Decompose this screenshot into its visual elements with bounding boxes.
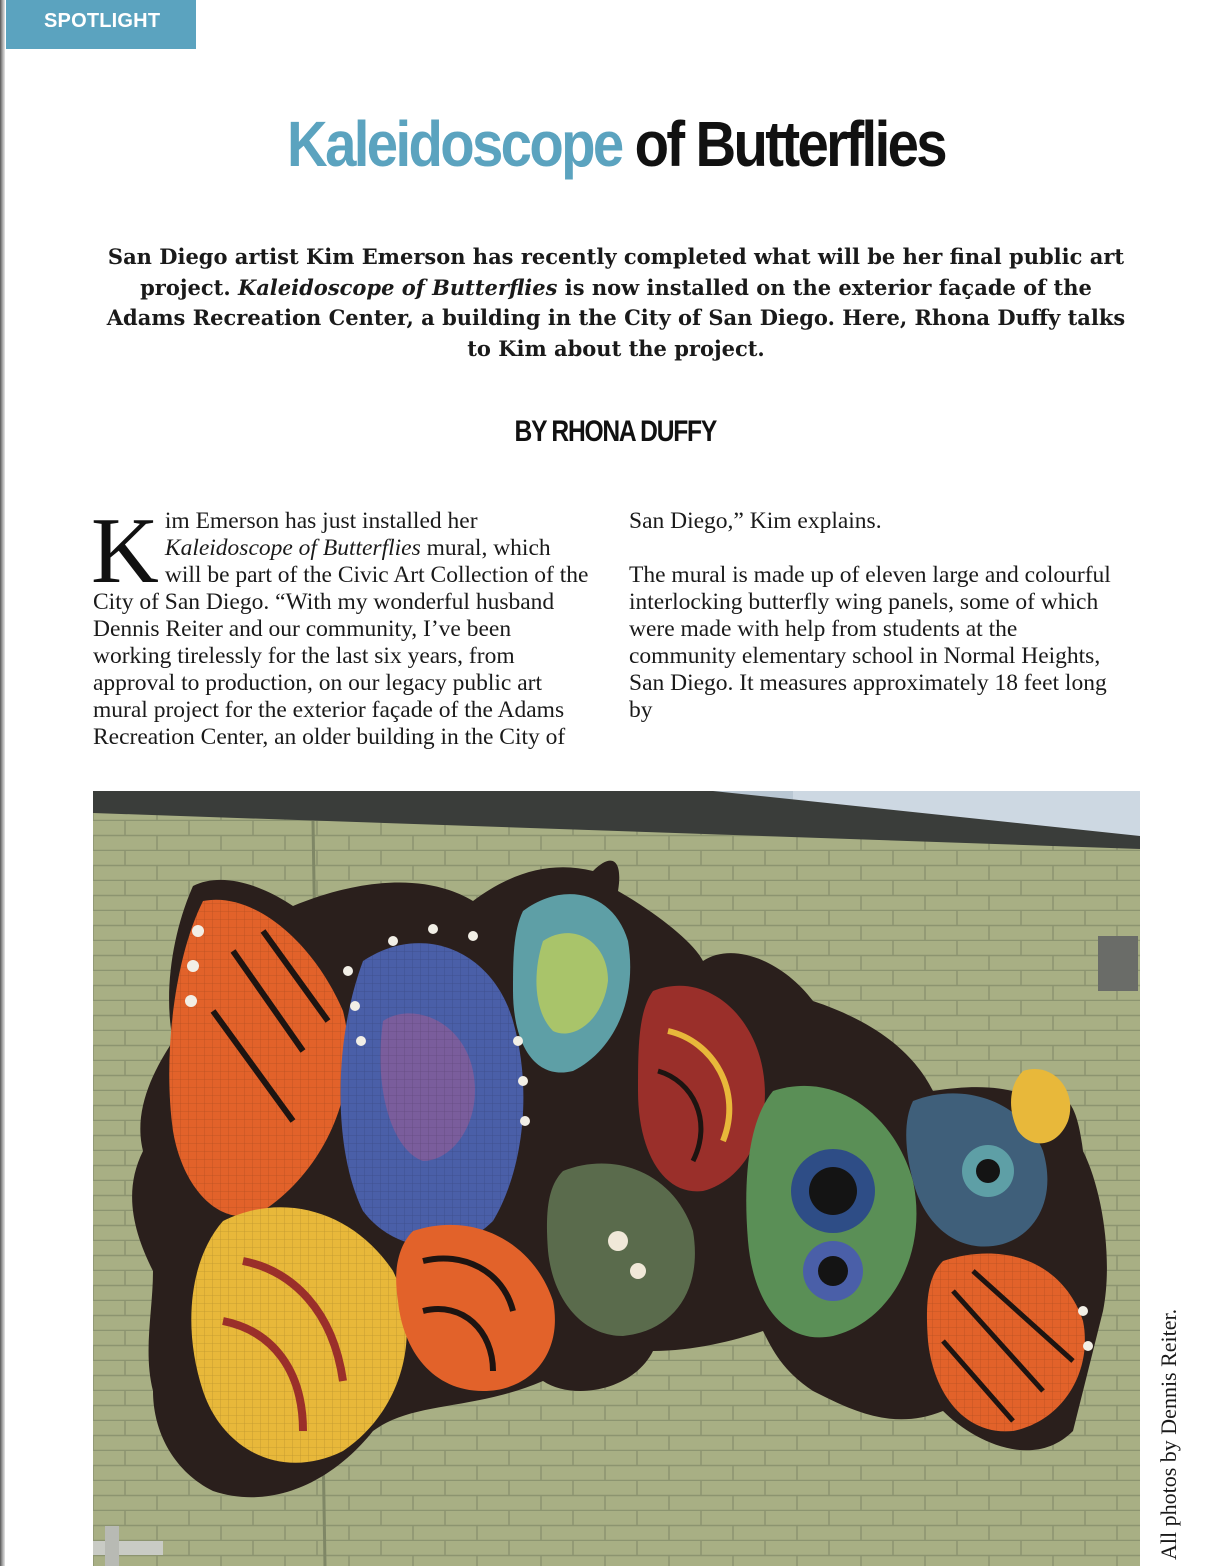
page-edge: [0, 0, 5, 1566]
standfirst-part2: is now installed on the exterior façade of the Adams Recreation Center, a building in the City of San Diego. Here, Rhona Duffy talks to Kim about the project.: [106, 274, 1126, 361]
standfirst: [104, 242, 1128, 364]
body-p1-italic-title: Kaleidoscope of Butterflies: [164, 535, 421, 561]
body-p1-lead: im Emerson has just installed her: [164, 508, 478, 534]
body-paragraph-1: [91, 499, 593, 751]
body-column-right: [629, 508, 1129, 724]
wall-lamp: [1098, 936, 1138, 991]
headline-accent: Kaleidoscope: [287, 108, 622, 180]
headline: [74, 98, 1158, 190]
byline: BY RHONA DUFFY: [514, 415, 717, 448]
body-paragraph-1-continued: San Diego,” Kim explains.: [629, 508, 882, 534]
headline-rest: of Butterflies: [634, 108, 945, 180]
mural-illustration: [93, 791, 1140, 1566]
body-column-left: [91, 499, 593, 751]
photo-credit: All photos by Dennis Reiter.: [1156, 1308, 1181, 1560]
body-paragraph-2: The mural is made up of eleven large and colourful interlocking butterfly wing panels, some of which were made with help from students at the community elementary school in Normal Heights, San Diego. It measures approximately 18 feet long by: [629, 562, 1111, 723]
body-p1-continued: mural, which will be part of the Civic Art Collection of the City of San Diego. “With my wonderful husband Dennis Reiter and our community, I’ve been working tirelessly for the last six years, from approval to production, on our legacy public art mural project for the exterior façade of the Adams Recreation Center, an older building in the City of: [93, 535, 589, 750]
standfirst-part1: San Diego artist Kim Emerson has recently completed what will be her final public art project.: [107, 244, 1125, 300]
drop-cap: K: [91, 499, 159, 603]
mural-photo: [93, 791, 1140, 1566]
standfirst-italic-title: Kaleidoscope of Butterflies: [237, 274, 558, 300]
section-tag: SPOTLIGHT: [6, 0, 196, 49]
